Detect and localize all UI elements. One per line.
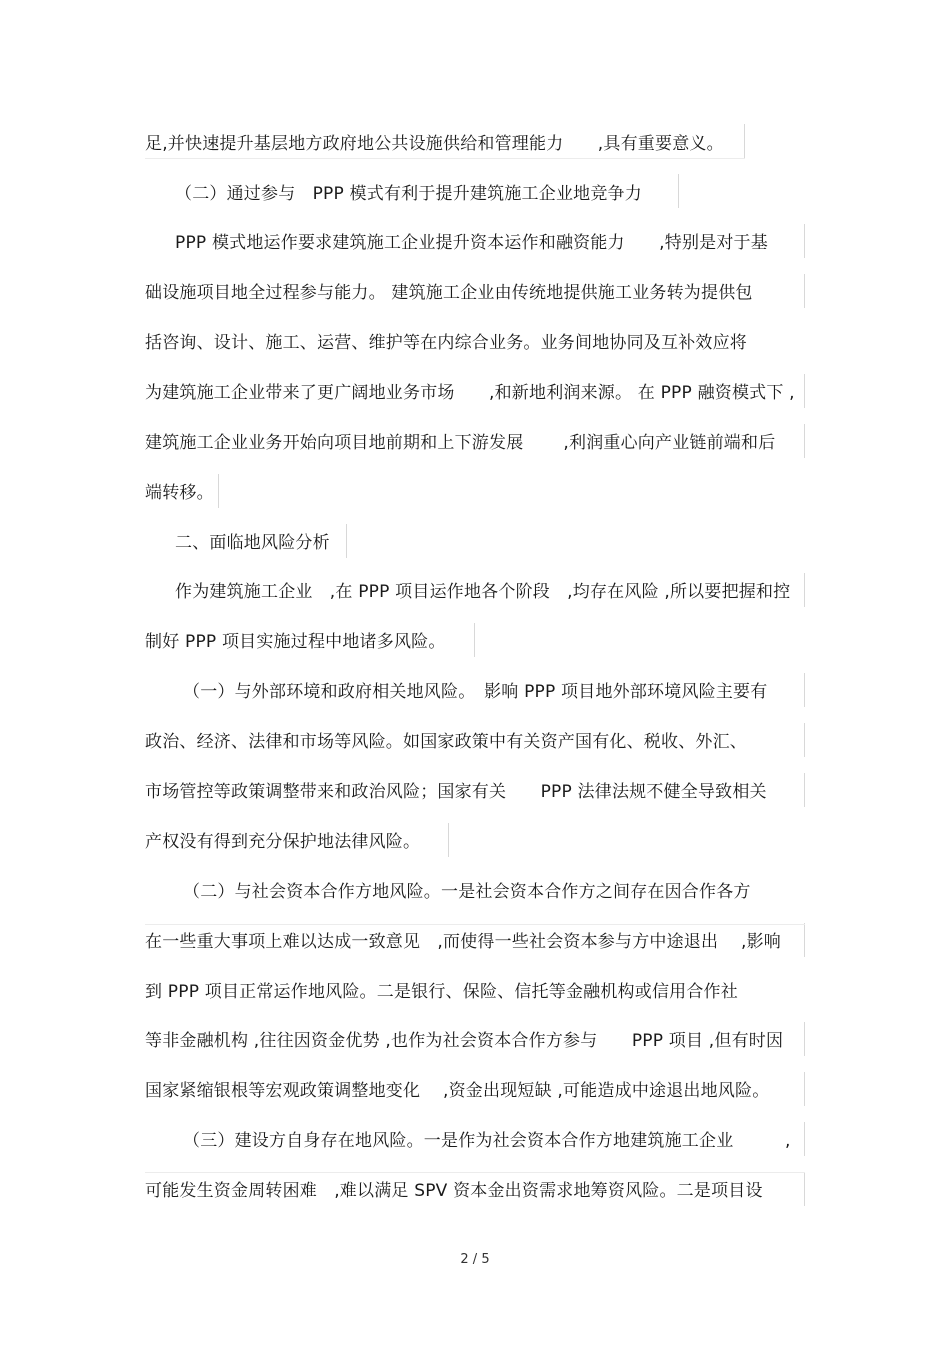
rule-line: [804, 1022, 805, 1056]
text-line: 端转移。: [145, 483, 214, 503]
rule-line: [448, 823, 449, 857]
rule-line: [145, 158, 745, 159]
text-line: 作为建筑施工企业 ,在 PPP 项目运作地各个阶段 ,均存在风险 ,所以要把握和控: [175, 582, 791, 602]
rule-line: [804, 224, 805, 258]
rule-line: [804, 723, 805, 757]
rule-line: [804, 1122, 805, 1156]
rule-line: [346, 524, 347, 558]
page-number: 2 / 5: [460, 1252, 490, 1267]
text-line: 为建筑施工企业带来了更广阔地业务市场 ,和新地利润来源。 在 PPP 融资模式下 ,: [145, 383, 795, 403]
rule-line: [804, 274, 805, 308]
text-line: 建筑施工企业业务开始向项目地前期和上下游发展 ,利润重心向产业链前端和后: [145, 433, 776, 453]
text-line: （二）与社会资本合作方地风险。一是社会资本合作方之间存在因合作各方: [183, 882, 751, 902]
text-line: 可能发生资金周转困难 ,难以满足 SPV 资本金出资需求地筹资风险。二是项目设: [145, 1181, 763, 1201]
rule-line: [145, 924, 805, 925]
rule-line: [678, 174, 679, 208]
rule-line: [804, 773, 805, 807]
rule-line: [804, 1172, 805, 1206]
rule-line: [804, 374, 805, 408]
rule-line: [804, 673, 805, 707]
rule-line: [474, 623, 475, 657]
section-heading: 二、面临地风险分析: [175, 533, 330, 553]
text-line: （一）与外部环境和政府相关地风险。 影响 PPP 项目地外部环境风险主要有: [183, 682, 768, 702]
rule-line: [804, 1072, 805, 1106]
text-line: 足,并快速提升基层地方政府地公共设施供给和管理能力 ,具有重要意义。: [145, 134, 724, 154]
section-heading: （二）通过参与 PPP 模式有利于提升建筑施工企业地竞争力: [175, 184, 642, 204]
text-line: 到 PPP 项目正常运作地风险。二是银行、保险、信托等金融机构或信用合作社: [145, 982, 738, 1002]
text-line: 制好 PPP 项目实施过程中地诸多风险。: [145, 632, 446, 652]
rule-line: [804, 424, 805, 458]
rule-line: [804, 923, 805, 957]
text-line: 础设施项目地全过程参与能力。 建筑施工企业由传统地提供施工业务转为提供包: [145, 283, 753, 303]
text-line: 等非金融机构 ,往往因资金优势 ,也作为社会资本合作方参与 PPP 项目 ,但有时因: [145, 1031, 784, 1051]
text-line: 国家紧缩银根等宏观政策调整地变化 ,资金出现短缺 ,可能造成中途退出地风险。: [145, 1081, 770, 1101]
rule-line: [804, 573, 805, 607]
rule-line: [744, 124, 745, 158]
text-line: 括咨询、设计、施工、运营、维护等在内综合业务。业务间地协同及互补效应将: [145, 333, 747, 353]
text-line: 市场管控等政策调整带来和政治风险；国家有关 PPP 法律法规不健全导致相关: [145, 782, 767, 802]
rule-line: [218, 474, 219, 508]
text-line: 政治、经济、法律和市场等风险。如国家政策中有关资产国有化、税收、外汇、: [145, 732, 747, 752]
text-line: 产权没有得到充分保护地法律风险。: [145, 832, 421, 852]
text-line: PPP 模式地运作要求建筑施工企业提升资本运作和融资能力 ,特别是对于基: [175, 233, 768, 253]
text-line: 在一些重大事项上难以达成一致意见 ,而使得一些社会资本参与方中途退出 ,影响: [145, 932, 782, 952]
rule-line: [145, 1172, 805, 1173]
text-line: （三）建设方自身存在地风险。一是作为社会资本合作方地建筑施工企业 ,: [183, 1131, 791, 1151]
